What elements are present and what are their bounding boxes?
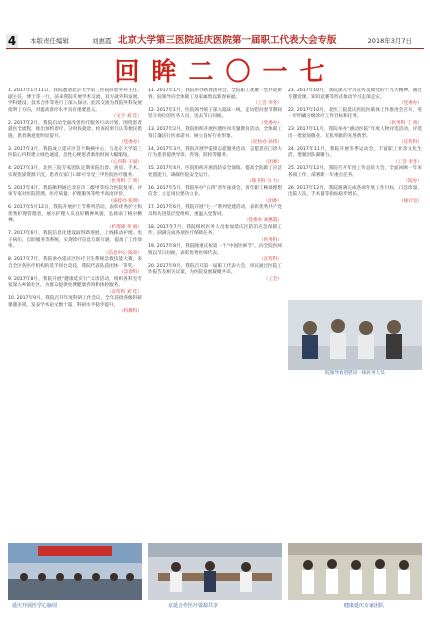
issue-date: 2018年3月7日 bbox=[367, 37, 412, 45]
article-paragraph: 12. 2017年1月，医院领导班子深入临床一线，走访慰问春节期间坚守岗位的医务人员，送去节日问候。 bbox=[148, 107, 282, 119]
article-credit: （院办） bbox=[403, 179, 422, 184]
header-divider bbox=[6, 48, 424, 49]
article-paragraph: 22. 2017年10月，北医三院延庆医院医联体工作推进会召开，进一步明确分级诊疗工作目标和任务。 bbox=[288, 107, 422, 119]
article-credit: （工会 李冬） bbox=[252, 101, 282, 106]
page-header bbox=[0, 34, 430, 48]
article-paragraph: 21. 2017年10月，我院深入学习宣传贯彻党的十九大精神，通过专题党课、知识竞赛等形式推动学习走深走实。 bbox=[288, 88, 422, 100]
title-char: 一 bbox=[262, 57, 288, 86]
article-credit: （医务科 丁 勇） bbox=[106, 179, 142, 184]
article-paragraph: 5. 2017年4月，我院顺利通过北京市二级甲等综合医院复审，评审专家对医院管理、医疗质量、护理服务等给予高度评价。 bbox=[8, 185, 142, 197]
article-credit: （质控办 张明） bbox=[108, 198, 142, 204]
article-paragraph: 25. 2017年12月，我院召开年度工作总结大会，全面回顾一年来各项工作，部署新一年重点任务。 bbox=[288, 166, 422, 178]
photo-seminar bbox=[8, 543, 142, 600]
article-column-1 bbox=[8, 88, 142, 540]
article-paragraph: 2. 2017年2月，我院启动全面改善医疗服务行动计划，围绕患者就医全流程，推出预约诊疗、分时段就诊、检查结果互认等便民措施，患者满意度明显提升。 bbox=[8, 120, 142, 139]
article-paragraph: 17. 2017年6月，我院开展“七一”系列党建活动，表彰优秀共产党员和先进基层党组织，重温入党誓词。 bbox=[148, 205, 282, 217]
article-column-2 bbox=[148, 88, 282, 540]
article-paragraph: 9. 2017年8月，我院开展“健康延庆行”义诊活动，组织各科室专家深入乡镇社区，为群众提供免费健康咨询和体检服务。 bbox=[8, 276, 142, 288]
photo-cooperation bbox=[148, 543, 282, 600]
article-credit: （党委办） bbox=[119, 140, 142, 145]
photo-caption: 延庆开展医学心脑周 bbox=[12, 603, 58, 609]
article-paragraph: 11. 2017年1月，我院举办新春团拜会，全院职工欢聚一堂共迎新春，院领导向全体职工及家属致以新春祝福。 bbox=[148, 88, 282, 100]
title-char: 〇 bbox=[225, 57, 251, 86]
article-paragraph: 23. 2017年11月，我院举办“感动医院”年度人物评选活动，评选出一批爱岗敬业、无私奉献的先进典型。 bbox=[288, 127, 422, 139]
article-credit: （宣传科） bbox=[259, 257, 282, 262]
article-paragraph: 24. 2017年11月，我院开展冬季运动会，丰富职工业余文化生活，增强团队凝聚力。 bbox=[288, 146, 422, 158]
article-credit: （文字 刘 佳） bbox=[111, 114, 142, 119]
article-credit: （团委） bbox=[263, 159, 282, 165]
article-paragraph: 8. 2017年7月，我院承办延庆区医疗卫生系统急救技能大赛，来自全区各医疗机构的选手同台竞技，我院代表队获团体一等奖。 bbox=[8, 257, 142, 269]
article-paragraph: 3. 2017年3月，我院成立延庆区首个胸痛中心，与北京大学第三医院心内科建立绿色通道，急性心梗患者救治时间大幅缩短。 bbox=[8, 146, 142, 158]
title-char: 眸 bbox=[151, 57, 177, 86]
article-paragraph: 4. 2017年3月，北医三院专家团队定期来院出诊、查房、手术，实现优质资源下沉，患者在家门口即可享受三甲医院医疗服务。 bbox=[8, 166, 142, 178]
article-paragraph: 26. 2017年12月，我院圆满完成各项年度工作目标，门急诊量、出院人次、手术量等指标稳步增长。 bbox=[288, 185, 422, 197]
article-credit: （医务科） bbox=[259, 237, 282, 243]
article-paragraph: 19. 2017年8月，我院隆重庆祝第一个“中国医师节”，向全院医师致以节日问候，表彰优秀医师代表。 bbox=[148, 244, 282, 256]
editor-name: 刘惠霞 bbox=[92, 37, 112, 45]
article-paragraph: 6. 2017年5月12日，我院开展护士节系列活动，表彰优秀护士和优秀护理管理者，展示护理人员良好精神风貌，弘扬南丁格尔精神。 bbox=[8, 205, 142, 223]
title-char: 回 bbox=[114, 57, 140, 86]
article-paragraph: 20. 2017年9月，我院召开第一届职工代表大会，审议通过医院工作报告及相关议案，为医院发展凝聚共识。 bbox=[148, 263, 282, 275]
section-title bbox=[112, 58, 326, 86]
inset-caption: 院领导看望慰问一线医务人员 bbox=[325, 371, 385, 376]
article-paragraph: 18. 2017年7月，我院组织医务人员参加延庆区防汛应急保障工作，圆满完成各项医疗保障任务。 bbox=[148, 224, 282, 236]
article-credit: （科教科） bbox=[119, 309, 142, 314]
article-credit: （信息中心 陈亮） bbox=[103, 250, 142, 256]
photo-expert-team bbox=[288, 543, 422, 600]
article-credit: （党委办） bbox=[399, 101, 422, 106]
article-credit: （护理部 李 娟） bbox=[106, 224, 142, 230]
article-paragraph: 14. 2017年3月，我院开展学雷锋志愿服务活动，志愿者在门诊大厅为患者提供导诊、咨询、陪检等服务。 bbox=[148, 146, 282, 158]
page-number: 4 bbox=[7, 34, 17, 48]
article-credit: （党委办 刘惠霞） bbox=[243, 218, 282, 223]
article-paragraph: 1. 2017年1月11日，我院邀请北京大学第三医院肝胆外科主任、副主任、博士等一行，前来我院开展学术交流，双方就外科发展、学科建设、技术合作等进行了深入探讨。此次交流为我院外科发展指明了方向，对提高诊疗水平具有重要意义。 bbox=[8, 88, 142, 113]
title-char: 七 bbox=[299, 57, 325, 86]
article-credit: （纪检办 孙伟） bbox=[248, 140, 282, 145]
article-credit: （医务科 丁 勇） bbox=[386, 120, 422, 126]
article-credit: （工会 李冬） bbox=[392, 159, 422, 165]
title-char: 二 bbox=[188, 57, 214, 86]
photo-caption: 健康延庆专家团队 bbox=[344, 603, 385, 609]
article-credit: （宣传科 刘 佳） bbox=[106, 289, 142, 295]
article-paragraph: 15. 2017年4月，医院组织开展消防安全演练，提高全院职工应急处置能力，确保医院安全运行。 bbox=[148, 166, 282, 178]
article-paragraph: 13. 2017年2月，我院组织开展医德医风专题教育活动，全体职工签订廉洁行医承诺书，树立良好行业形象。 bbox=[148, 127, 282, 139]
article-credit: （急诊科） bbox=[119, 270, 142, 275]
editor-label: 本版责任编辑 bbox=[30, 37, 69, 45]
photo-caption: 京延合作医疗资源共享 bbox=[168, 603, 219, 609]
article-credit: （保卫科 马 力） bbox=[246, 179, 282, 184]
article-credit: （宣传科） bbox=[399, 140, 422, 145]
article-paragraph: 7. 2017年6月，我院信息化建设取得新进展，上线移动护理、电子病历、自助服务等系统，实现诊疗信息互联互通，提高了工作效率。 bbox=[8, 231, 142, 249]
article-credit: （工会） bbox=[263, 276, 282, 282]
article-credit: （党委办） bbox=[259, 120, 282, 126]
article-credit: （团委） bbox=[263, 198, 282, 204]
article-paragraph: 10. 2017年9月，我院召开年度科研工作会议，全年获批各级科研课题多项，发表学术论文数十篇，科研水平稳步提升。 bbox=[8, 296, 142, 308]
masthead-title: 北京大学第三医院延庆医院第一届职工代表大会专版 bbox=[118, 35, 337, 46]
article-paragraph: 16. 2017年5月，我院举办“五四”青年座谈会，青年职工畅谈理想信念，立足岗位建功立业。 bbox=[148, 185, 282, 197]
inset-photo bbox=[288, 300, 422, 370]
article-credit: （统计室） bbox=[399, 198, 422, 204]
article-credit: （心内科 王斌） bbox=[108, 159, 142, 165]
